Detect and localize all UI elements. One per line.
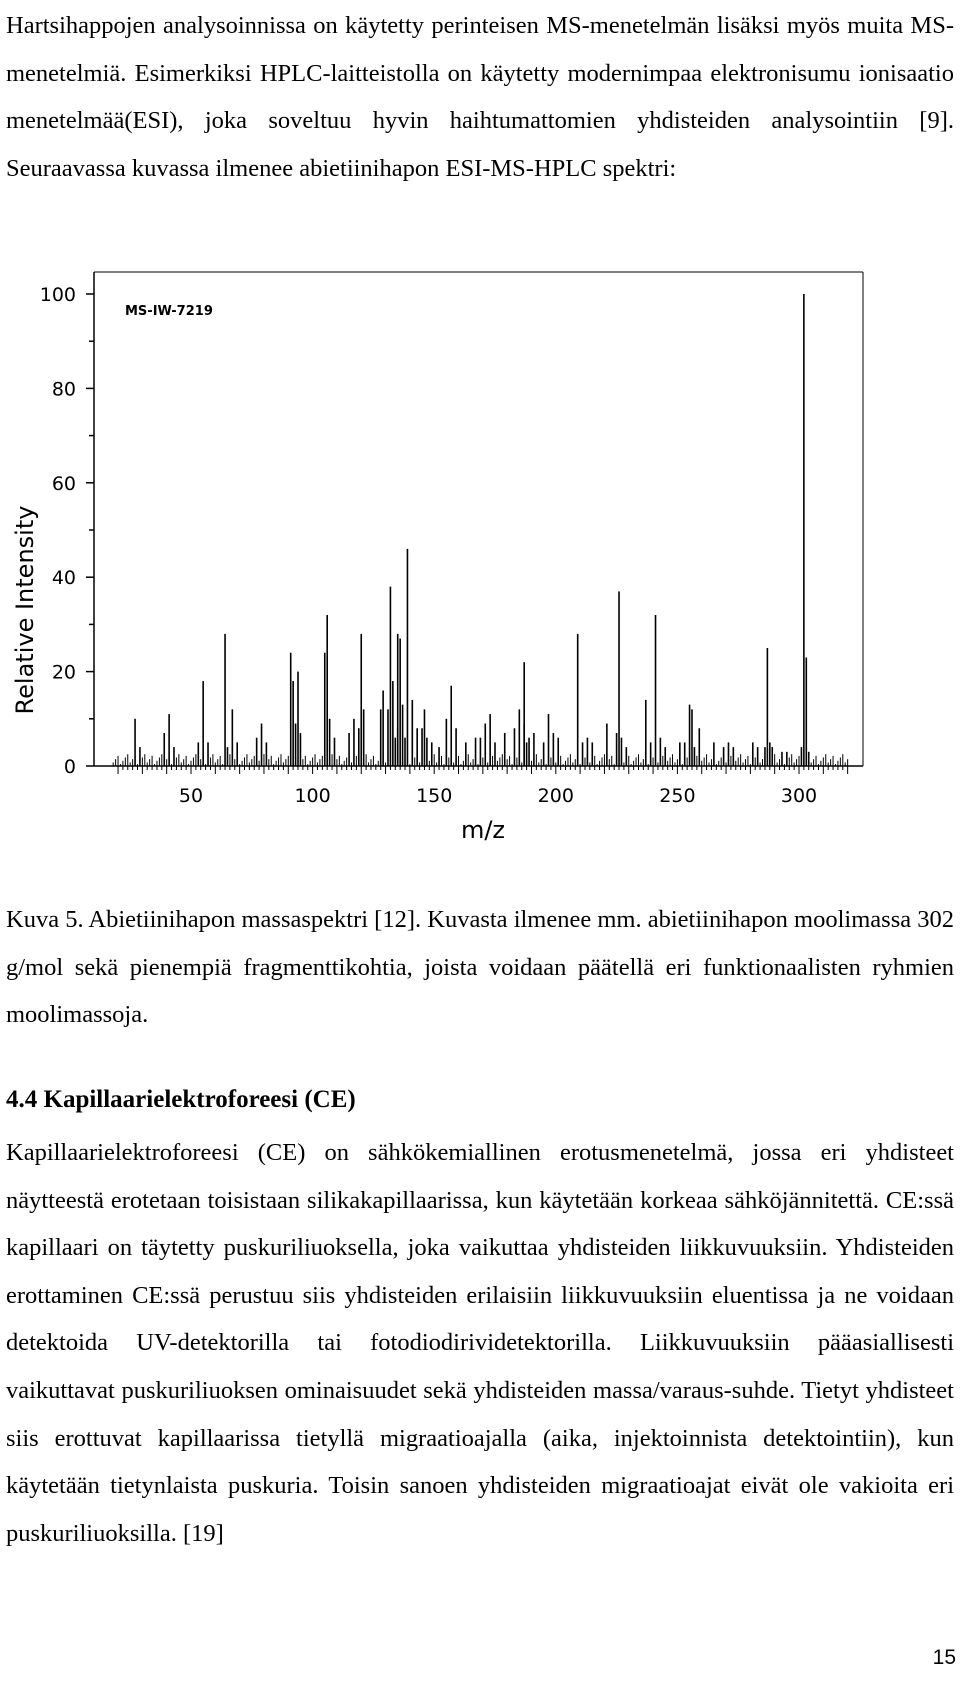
- chart-ticks: [40, 284, 848, 807]
- mass-spectrum-chart: [0, 270, 960, 920]
- section-heading: 4.4 Kapillaarielektroforeesi (CE): [6, 1086, 356, 1113]
- y-tick-label: 100: [39, 284, 76, 306]
- chart-annotation: MS-IW-7219: [125, 304, 213, 319]
- x-tick-label: 50: [178, 785, 204, 807]
- x-tick-label: 100: [294, 785, 331, 807]
- page-number: 15: [932, 1646, 956, 1669]
- x-tick-label: 150: [416, 785, 453, 807]
- y-tick-label: 40: [51, 567, 76, 590]
- y-tick-label: 80: [51, 378, 76, 401]
- intro-paragraph: Hartsihappojen analysoinnissa on käytetty perinteisen MS-menetelmän lisäksi myös muita MS-menetelmiä. Esimerkiksi HPLC-laitteistolla on käytetty modernimpaa elektronisumu ionisaatio menetelmää(ESI), joka soveltuu hyvin haihtumattomien yhdisteiden analysointiin [9]. Seuraavassa kuvassa ilmenee abietiinihapon ESI-MS-HPLC spektri:: [6, 12, 954, 182]
- x-tick-label: 200: [537, 785, 574, 807]
- chart-peaks: [113, 294, 847, 766]
- y-axis-label: Relative Intensity: [11, 505, 39, 715]
- y-tick-label: 60: [51, 472, 76, 495]
- figure-caption: Kuva 5. Abietiinihapon massaspektri [12]. Kuvasta ilmenee mm. abietiinihapon moolimassa 302 g/mol sekä pienempiä fragmenttikohtia, joista voidaan päätellä eri funktionaalisten ryhmien moolimassoja.: [6, 906, 954, 1029]
- x-tick-label: 250: [659, 785, 696, 807]
- x-axis-label: m/z: [460, 816, 506, 844]
- y-tick-label: 0: [63, 756, 76, 778]
- chart-axes: [94, 272, 863, 766]
- x-tick-label: 300: [780, 785, 818, 807]
- body-paragraph: Kapillaarielektroforeesi (CE) on sähkökemiallinen erotusmenetelmä, jossa eri yhdisteet näytteestä erotetaan toisistaan silikakapillaarissa, kun käytetään korkeaa sähköjännitettä. CE:ssä kapillaari on täytetty puskuriliuoksella, joka vaikuttaa yhdisteiden liikkuvuuksiin. Yhdisteiden erottaminen CE:ssä perustuu siis yhdisteiden erilaisiin liikkuvuuksiin eluentissa ja ne voidaan detektoida UV-detektorilla tai fotodiodirividetektorilla. Liikkuvuuksiin pääasiallisesti vaikuttavat puskuriliuoksen ominaisuudet sekä yhdisteiden massa/varaus-suhde. Tietyt yhdisteet siis erottuvat kapillaarissa tietyllä migraatioajalla (aika, injektoinnista detektointiin), kun käytetään tietynlaista puskuria. Toisin sanoen yhdisteiden migraatioajat eivät ole vakioita eri puskuriliuoksilla. [19]: [6, 1139, 954, 1547]
- y-tick-label: 20: [51, 661, 76, 684]
